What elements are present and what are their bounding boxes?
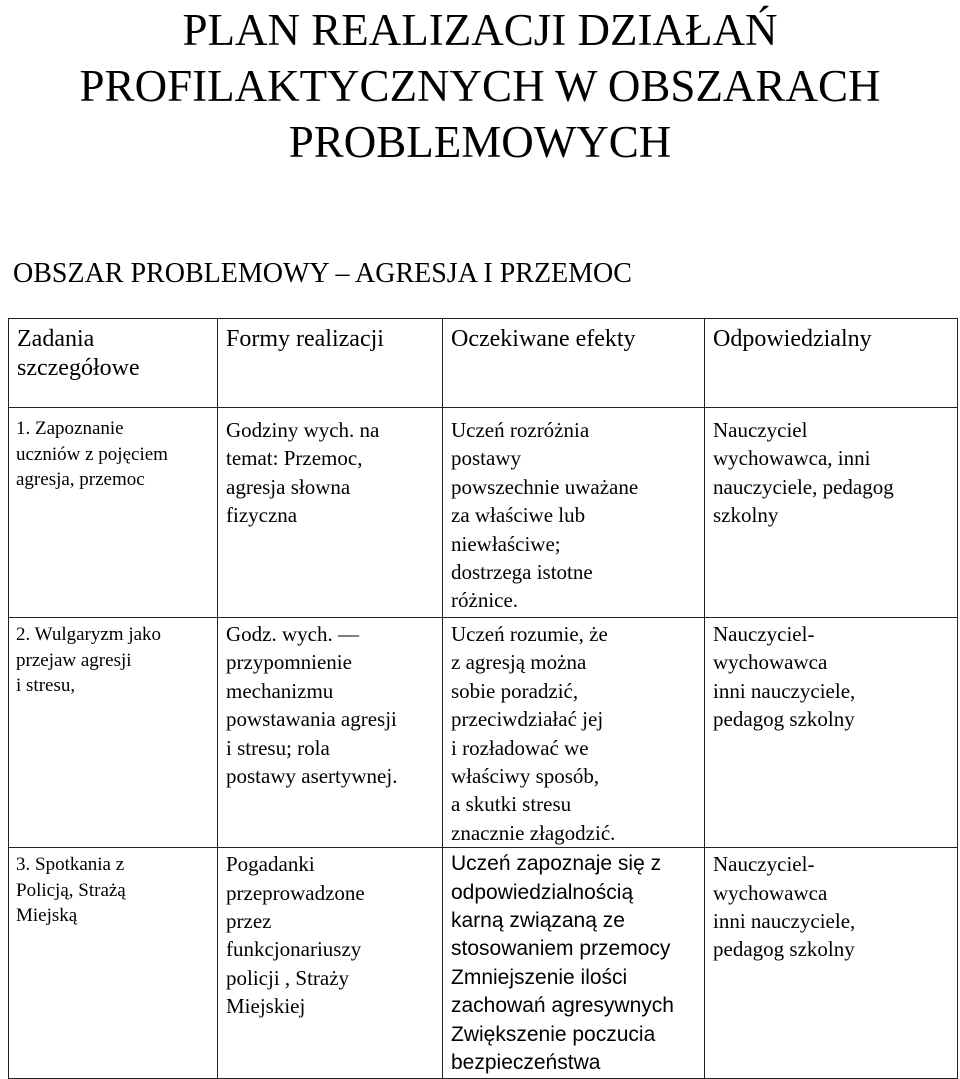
text-line: Zmniejszenie ilości	[451, 965, 628, 989]
text-line: i rozładować we	[451, 735, 589, 760]
title-line: PROFILAKTYCZNYCH W OBSZARACH	[79, 61, 881, 111]
form-text	[218, 408, 442, 530]
effect-text	[443, 408, 704, 615]
form-text	[218, 618, 442, 790]
text-line: wychowawca, inni	[713, 446, 871, 471]
effect-cell	[443, 618, 705, 848]
header-label: szczegółowe	[17, 355, 140, 381]
text-line: odpowiedzialnością	[451, 880, 634, 904]
text-line: agresja słowna	[226, 474, 351, 499]
text-line: za właściwe lub	[451, 503, 586, 528]
text-line: Zwiększenie poczucia	[451, 1022, 656, 1046]
text-line: pedagog szkolny	[713, 707, 855, 732]
table-row	[9, 408, 958, 618]
header-label: Zadania	[17, 326, 95, 352]
title-line: PLAN REALIZACJI DZIAŁAŃ	[182, 5, 778, 55]
responsible-text	[705, 618, 957, 734]
responsible-cell	[705, 618, 958, 848]
table-row	[9, 618, 958, 848]
text-line: postawy	[451, 446, 521, 471]
text-line: z agresją można	[451, 650, 587, 675]
table-row	[9, 848, 958, 1078]
text-line: 3. Spotkania z	[16, 854, 125, 876]
text-line: stosowaniem przemocy	[451, 937, 671, 961]
text-line: bezpieczeństwa	[451, 1051, 601, 1075]
text-line: 1. Zapoznanie	[16, 418, 124, 439]
text-line: a skutki stresu	[451, 792, 572, 817]
text-line: Uczeń rozróżnia	[451, 418, 590, 442]
title-line: PROBLEMOWYCH	[288, 117, 672, 167]
task-cell	[9, 848, 218, 1078]
form-cell	[218, 408, 443, 618]
text-line: pedagog szkolny	[713, 937, 855, 962]
table-header-row	[9, 319, 958, 408]
header-forms	[218, 319, 443, 408]
task-text	[9, 618, 217, 699]
text-line: właściwy sposób,	[451, 764, 600, 789]
text-line: i stresu,	[16, 675, 76, 696]
text-line: uczniów z pojęciem	[16, 443, 168, 465]
header-responsible	[705, 319, 958, 408]
text-line: przeprowadzone	[226, 880, 365, 905]
text-line: Nauczyciel	[713, 418, 808, 442]
text-line: Miejską	[16, 905, 78, 927]
responsible-text	[705, 848, 957, 964]
text-line: znacznie złagodzić.	[451, 820, 616, 845]
text-line: dostrzega istotne	[451, 560, 593, 585]
form-text	[218, 848, 442, 1020]
text-line: przejaw agresji	[16, 649, 132, 671]
text-line: temat: Przemoc,	[226, 446, 363, 471]
text-line: mechanizmu	[226, 678, 334, 703]
responsible-cell	[705, 408, 958, 618]
task-cell	[9, 618, 218, 848]
text-line: niewłaściwe;	[451, 531, 561, 556]
text-line: powstawania agresji	[226, 707, 397, 732]
text-line: funkcjonariuszy	[226, 937, 362, 962]
responsible-text	[705, 408, 957, 530]
text-line: Pogadanki	[226, 852, 315, 877]
header-label: Formy realizacji	[226, 326, 384, 352]
text-line: powszechnie uważane	[451, 474, 639, 499]
text-line: przypomnienie	[226, 650, 352, 675]
header-label: Oczekiwane efekty	[451, 326, 636, 352]
text-line: 2. Wulgaryzm jako	[16, 624, 162, 645]
effect-cell	[443, 848, 705, 1078]
text-line: Godz. wych. ―	[226, 622, 359, 646]
effect-text	[443, 848, 704, 1077]
responsible-cell	[705, 848, 958, 1078]
text-line: przez	[226, 909, 272, 934]
form-cell	[218, 618, 443, 848]
text-line: różnice.	[451, 588, 519, 613]
effect-cell	[443, 408, 705, 618]
header-effects	[443, 319, 705, 408]
task-text	[9, 408, 217, 493]
text-line: przeciwdziałać jej	[451, 707, 604, 732]
text-line: nauczyciele, pedagog	[713, 474, 894, 499]
text-line: inni nauczyciele,	[713, 909, 856, 934]
text-line: wychowawca	[713, 650, 828, 675]
text-line: policji , Straży	[226, 965, 350, 990]
text-line: zachowań agresywnych	[451, 994, 674, 1018]
text-line: Nauczyciel-	[713, 852, 815, 877]
text-line: inni nauczyciele,	[713, 678, 856, 703]
task-text	[9, 848, 217, 929]
header-label: Odpowiedzialny	[713, 326, 872, 352]
text-line: postawy asertywnej.	[226, 764, 398, 789]
document-title	[0, 2, 960, 170]
text-line: szkolny	[713, 503, 779, 528]
text-line: Policją, Strażą	[16, 879, 126, 901]
text-line: Miejskiej	[226, 994, 306, 1019]
plan-table	[8, 318, 958, 1079]
text-line: Uczeń zapoznaje się z	[451, 852, 662, 876]
text-line: wychowawca	[713, 880, 828, 905]
text-line: Godziny wych. na	[226, 418, 380, 442]
text-line: agresja, przemoc	[16, 469, 145, 490]
text-line: Nauczyciel-	[713, 622, 815, 646]
header-tasks	[9, 319, 218, 408]
task-cell	[9, 408, 218, 618]
problem-area-heading: OBSZAR PROBLEMOWY – AGRESJA I PRZEMOC	[13, 258, 632, 289]
effect-text	[443, 618, 704, 847]
text-line: Uczeń rozumie, że	[451, 622, 608, 646]
text-line: karną związaną ze	[451, 909, 625, 933]
form-cell	[218, 848, 443, 1078]
text-line: fizyczna	[226, 503, 298, 528]
text-line: i stresu; rola	[226, 735, 330, 760]
text-line: sobie poradzić,	[451, 678, 579, 703]
